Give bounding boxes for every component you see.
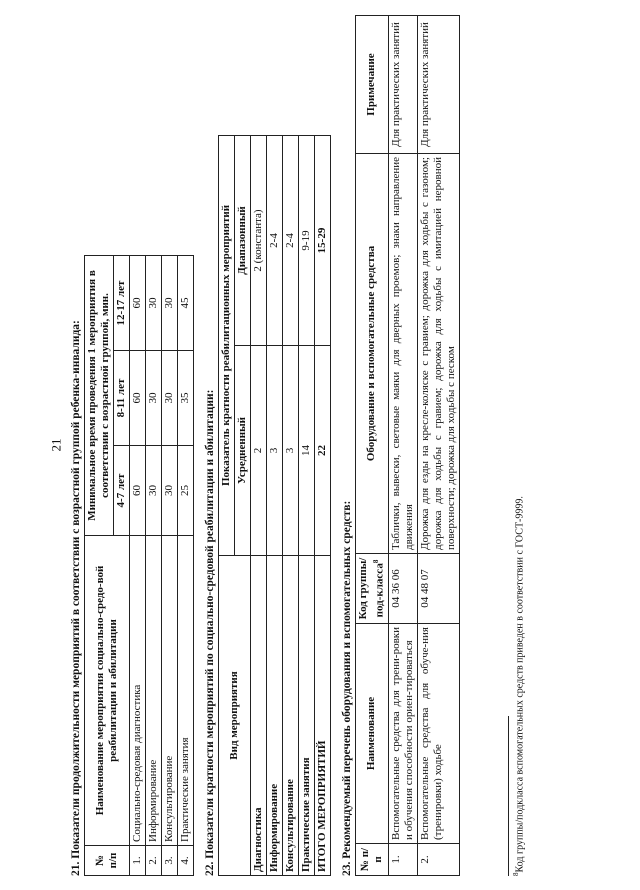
header-average: Усредненный: [235, 346, 251, 556]
header-equipment: Оборудование и вспомогательные средства: [356, 154, 389, 554]
row-name: Информирование: [146, 536, 162, 846]
header-num: № п/п: [356, 844, 389, 876]
frequency-table: [218, 135, 331, 876]
table-row: [146, 255, 162, 875]
row-name: Социально-средовая диагностика: [130, 536, 146, 846]
row-num: 2.: [146, 846, 162, 876]
row-code: 04 48 07: [417, 554, 459, 624]
header-num: № п/п: [85, 846, 130, 876]
footnote-divider: [508, 716, 509, 876]
header-name: Наименование: [356, 624, 389, 844]
table-row: [299, 135, 315, 875]
row-value: 30: [162, 351, 178, 446]
table-row: [267, 135, 283, 875]
row-value: 60: [130, 351, 146, 446]
header-min-time: Минимальное время проведения 1 мероприятия в соответствии с возрастной группой, мин.: [85, 255, 114, 535]
row-note: Для практических занятий: [388, 16, 417, 154]
row-value: 25: [178, 446, 194, 536]
section-21-title: 21. Показатели продолжительности мероприятий в соответствии с возрастной группой ребенка-инвалида:: [70, 320, 82, 876]
row-value: 30: [146, 351, 162, 446]
header-activity-type: Вид мероприятия: [219, 556, 251, 876]
row-name: Диагностика: [251, 556, 267, 876]
header-indicator: Показатель кратности реабилитационных мероприятий: [219, 135, 235, 555]
row-num: 3.: [162, 846, 178, 876]
row-name: Практические занятия: [299, 556, 315, 876]
row-range: 2-4: [283, 135, 299, 345]
footnote: [512, 496, 525, 876]
row-value: 45: [178, 255, 194, 350]
total-row: [315, 135, 331, 875]
row-equipment: Таблички, вывески, световые маяки для дверных проемов; знаки направление движения: [388, 154, 417, 554]
row-value: 30: [146, 446, 162, 536]
row-average: 14: [299, 346, 315, 556]
row-value: 60: [130, 446, 146, 536]
row-name: Практические занятия: [178, 536, 194, 846]
row-equipment: Дорожка для езды на кресле-коляске с гравием; дорожка для ходьбы с газоном; дорожка для ходьбы с гравием; дорожка для ходьбы с имитацией неровной поверхности; дорожка для ходьбы с песком: [417, 154, 459, 554]
header-age-1: 4-7 лет: [114, 446, 130, 536]
footnote-text: Код группы/подкласса вспомогательных средств приведен в соответствии с ГОСТ-9999.: [514, 496, 526, 873]
page-number: 21: [48, 438, 64, 452]
row-name: Консультирование: [162, 536, 178, 846]
row-num: 1.: [388, 844, 417, 876]
row-value: 35: [178, 351, 194, 446]
total-average: 22: [315, 346, 331, 556]
row-value: 30: [162, 255, 178, 350]
section-22-title: 22. Показатели кратности мероприятий по социально-средовой реабилитации и абилитации:: [204, 389, 216, 876]
footnote-ref: 8: [372, 559, 380, 564]
row-value: 30: [146, 255, 162, 350]
row-average: 2: [251, 346, 267, 556]
row-range: 2-4: [267, 135, 283, 345]
row-average: 3: [283, 346, 299, 556]
header-age-3: 12-17 лет: [114, 255, 130, 350]
header-code-text: Код группы/под-класса: [357, 557, 386, 620]
table-row: [283, 135, 299, 875]
equipment-table: [355, 15, 460, 876]
header-activity-name: Наименование мероприятия социально-средо-вой реабилитации и абилитации: [85, 536, 130, 846]
row-range: 9-19: [299, 135, 315, 345]
header-note: Примечание: [356, 16, 389, 154]
header-code: [356, 554, 389, 624]
row-range: 2 (константа): [251, 135, 267, 345]
total-name: ИТОГО МЕРОПРИЯТИЙ: [315, 556, 331, 876]
row-name: Вспомогательные средства для обуче-ния (тренировки) ходьбе: [417, 624, 459, 844]
duration-table: [84, 255, 194, 876]
row-num: 2.: [417, 844, 459, 876]
row-num: 1.: [130, 846, 146, 876]
row-average: 3: [267, 346, 283, 556]
header-age-2: 8-11 лет: [114, 351, 130, 446]
row-value: 60: [130, 255, 146, 350]
row-code: 04 36 06: [388, 554, 417, 624]
row-note: Для практических занятий: [417, 16, 459, 154]
table-row: [162, 255, 178, 875]
table-row: [178, 255, 194, 875]
table-row: [251, 135, 267, 875]
section-23-title: 23. Рекомендуемый перечень оборудования и вспомогательных средств:: [341, 500, 353, 876]
row-num: 4.: [178, 846, 194, 876]
total-range: 15-29: [315, 135, 331, 345]
row-name: Вспомогательные средства для трени-ровки и обучения способности ориен-тироваться: [388, 624, 417, 844]
table-row: [417, 16, 459, 876]
table-row: [388, 16, 417, 876]
row-name: Информирование: [267, 556, 283, 876]
rotated-page-content: [70, 16, 530, 876]
row-value: 30: [162, 446, 178, 536]
row-name: Консультирование: [283, 556, 299, 876]
table-row: [130, 255, 146, 875]
footnote-mark: 8: [512, 872, 520, 876]
header-range: Диапазонный: [235, 135, 251, 345]
